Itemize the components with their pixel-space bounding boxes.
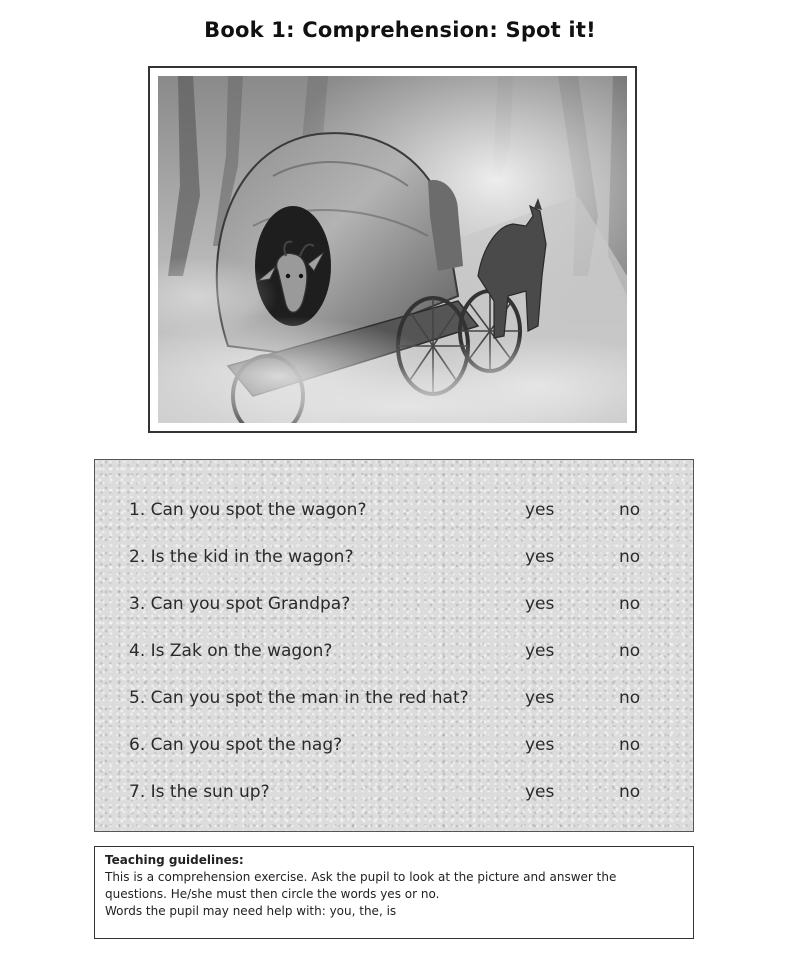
question-row <box>95 589 694 619</box>
question-row <box>95 683 694 713</box>
answer-no[interactable]: no <box>619 735 641 755</box>
page-title: Book 1: Comprehension: Spot it! <box>204 18 596 42</box>
question-text: 2. Is the kid in the wagon? <box>129 547 354 567</box>
question-text: 6. Can you spot the nag? <box>129 735 343 755</box>
answer-no[interactable]: no <box>619 500 641 520</box>
answer-no[interactable]: no <box>619 547 641 567</box>
answer-yes[interactable]: yes <box>525 735 555 755</box>
answer-yes[interactable]: yes <box>525 688 555 708</box>
answer-yes[interactable]: yes <box>525 782 555 802</box>
guidelines-line: Words the pupil may need help with: you, the, is <box>105 904 397 918</box>
questions-panel <box>94 459 694 832</box>
answer-no[interactable]: no <box>619 594 641 614</box>
answer-yes[interactable]: yes <box>525 641 555 661</box>
answer-no[interactable]: no <box>619 782 641 802</box>
guidelines-line: questions. He/she must then circle the words yes or no. <box>105 887 440 901</box>
question-row <box>95 542 694 572</box>
answer-yes[interactable]: yes <box>525 547 555 567</box>
answer-yes[interactable]: yes <box>525 500 555 520</box>
teaching-guidelines <box>94 846 694 939</box>
wagon-picture <box>158 76 627 423</box>
answer-no[interactable]: no <box>619 641 641 661</box>
question-text: 5. Can you spot the man in the red hat? <box>129 688 469 708</box>
question-row <box>95 730 694 760</box>
guidelines-heading: Teaching guidelines: <box>105 853 244 867</box>
question-row <box>95 636 694 666</box>
question-row <box>95 777 694 807</box>
answer-yes[interactable]: yes <box>525 594 555 614</box>
wagon-illustration <box>148 66 637 433</box>
question-text: 1. Can you spot the wagon? <box>129 500 367 520</box>
question-row <box>95 495 694 525</box>
question-text: 3. Can you spot Grandpa? <box>129 594 351 614</box>
answer-no[interactable]: no <box>619 688 641 708</box>
question-text: 7. Is the sun up? <box>129 782 270 802</box>
question-text: 4. Is Zak on the wagon? <box>129 641 333 661</box>
guidelines-line: This is a comprehension exercise. Ask the pupil to look at the picture and answer the <box>105 870 617 884</box>
